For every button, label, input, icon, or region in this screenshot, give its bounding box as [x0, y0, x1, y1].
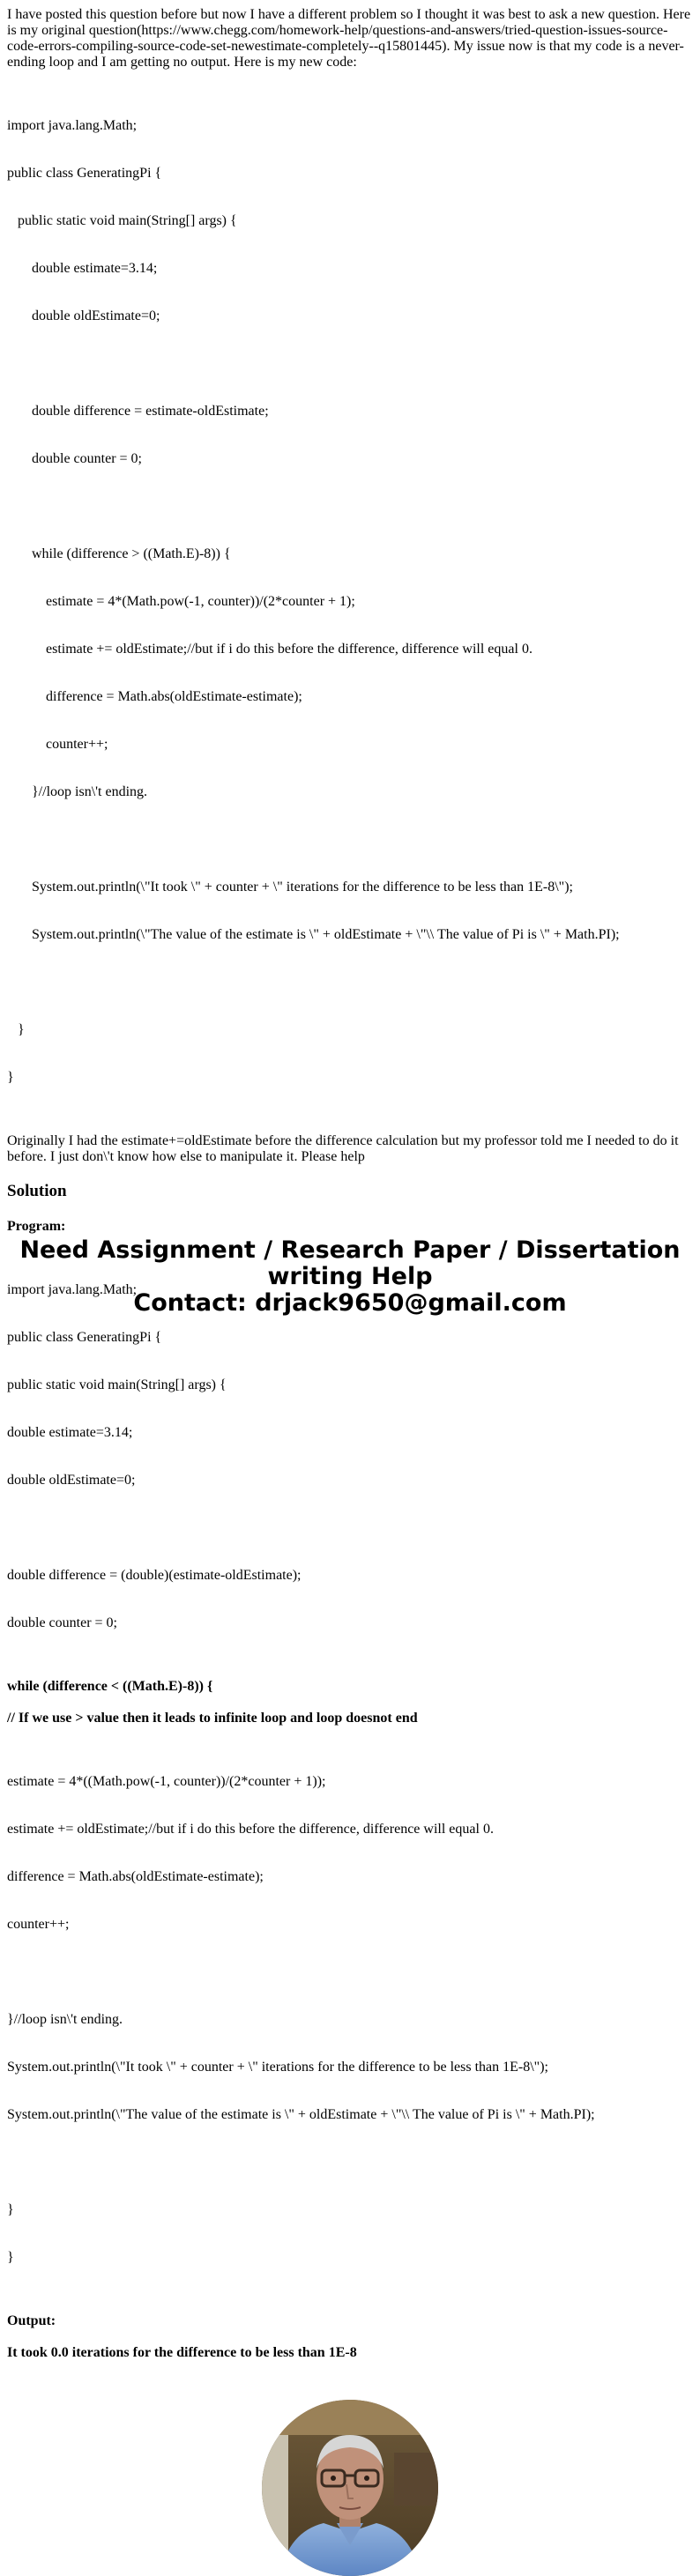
banner-line-3: Contact: drjack9650@gmail.com: [133, 1289, 567, 1317]
code-line: public class GeneratingPi {: [7, 1330, 162, 1345]
output-text: It took 0.0 iterations for the difference to be less than 1E-8: [7, 2345, 357, 2360]
code-line: double estimate=3.14;: [7, 1425, 133, 1440]
code-line: [7, 975, 693, 991]
code-line: System.out.println(\"The value of the estimate is \" + oldEstimate + \"\\ The value of Pi is \" + Math.PI);: [32, 927, 620, 942]
code-line: estimate = 4*(Math.pow(-1, counter))/(2*counter + 1);: [46, 594, 355, 609]
code-line: counter++;: [46, 737, 108, 752]
contact-banner: [0, 1237, 700, 1317]
question-intro: I have posted this question before but now I have a different problem so I thought it was best to ask a new question. Here is my original question(https://www.chegg.com/homework-help/questions-and-answers/tried-question-issues-source-code-errors-compiling-source-code-set-newestimate-completely--q15801445). My issue now is that my code is a never-ending loop and I am getting no output. Here is my new code:: [7, 7, 695, 70]
code-line: import java.lang.Math;: [7, 1282, 138, 1297]
code-line: }//loop isn\'t ending.: [32, 784, 148, 799]
banner-line-2: writing Help: [267, 1263, 433, 1290]
code-line: [7, 832, 693, 848]
code-line: public class GeneratingPi {: [7, 166, 162, 181]
solution-heading: Solution: [7, 1182, 67, 1200]
code-line: System.out.println(\"It took \" + counter + \" iterations for the difference to be less than 1E-8\");: [7, 2060, 548, 2075]
code-line: public static void main(String[] args) {: [7, 1377, 227, 1392]
code-line: double difference = (double)(estimate-oldEstimate);: [7, 1568, 302, 1583]
code-line: }//loop isn\'t ending.: [7, 2012, 123, 2027]
code-line: double difference = estimate-oldEstimate;: [32, 404, 269, 419]
comment-line: // If we use > value then it leads to infinite loop and loop doesnot end: [7, 1711, 418, 1726]
solution-code-block-b: [7, 1742, 693, 2298]
code-line: double oldEstimate=0;: [32, 308, 160, 323]
code-line: counter++;: [7, 1917, 70, 1932]
code-line: estimate += oldEstimate;//but if i do this before the difference, difference will equal 0.: [7, 1822, 494, 1837]
code-line: double counter = 0;: [32, 451, 142, 466]
while-line: while (difference < ((Math.E)-8)) {: [7, 1679, 213, 1694]
code-line: }: [7, 1070, 14, 1085]
code-line: difference = Math.abs(oldEstimate-estimate);: [7, 1869, 264, 1884]
program-label: Program:: [7, 1219, 66, 1234]
code-line: [7, 1520, 693, 1536]
code-line: }: [7, 2250, 14, 2265]
question-outro: Originally I had the estimate+=oldEstimate before the difference calculation but my professor told me I needed to do it before. I just don\'t know how else to manipulate it. Please help: [7, 1133, 682, 1164]
portrait-image: [262, 2400, 438, 2576]
banner-line-1: Need Assignment / Research Paper / Dissertation: [19, 1236, 681, 1264]
code-line: public static void main(String[] args) {: [18, 213, 237, 228]
code-line: }: [7, 2202, 14, 2217]
question-code-block: [7, 86, 693, 1117]
code-line: estimate = 4*((Math.pow(-1, counter))/(2*counter + 1));: [7, 1774, 326, 1789]
code-line: [7, 499, 693, 515]
code-line: double counter = 0;: [7, 1615, 117, 1630]
code-line: double oldEstimate=0;: [7, 1473, 136, 1488]
author-avatar: [262, 2400, 438, 2576]
code-line: System.out.println(\"The value of the estimate is \" + oldEstimate + \"\\ The value of Pi is \" + Math.PI);: [7, 2107, 595, 2122]
code-line: [7, 2155, 693, 2171]
code-line: System.out.println(\"It took \" + counter + \" iterations for the difference to be less than 1E-8\");: [32, 880, 573, 895]
code-line: difference = Math.abs(oldEstimate-estimate);: [46, 689, 302, 704]
code-line: estimate += oldEstimate;//but if i do this before the difference, difference will equal 0.: [46, 642, 532, 657]
code-line: import java.lang.Math;: [7, 118, 138, 133]
code-line: [7, 356, 693, 372]
output-label: Output:: [7, 2313, 56, 2328]
code-line: [7, 1964, 693, 1980]
code-line: }: [18, 1022, 25, 1037]
code-line: double estimate=3.14;: [32, 261, 158, 276]
code-line: while (difference > ((Math.E)-8)) {: [32, 546, 231, 561]
